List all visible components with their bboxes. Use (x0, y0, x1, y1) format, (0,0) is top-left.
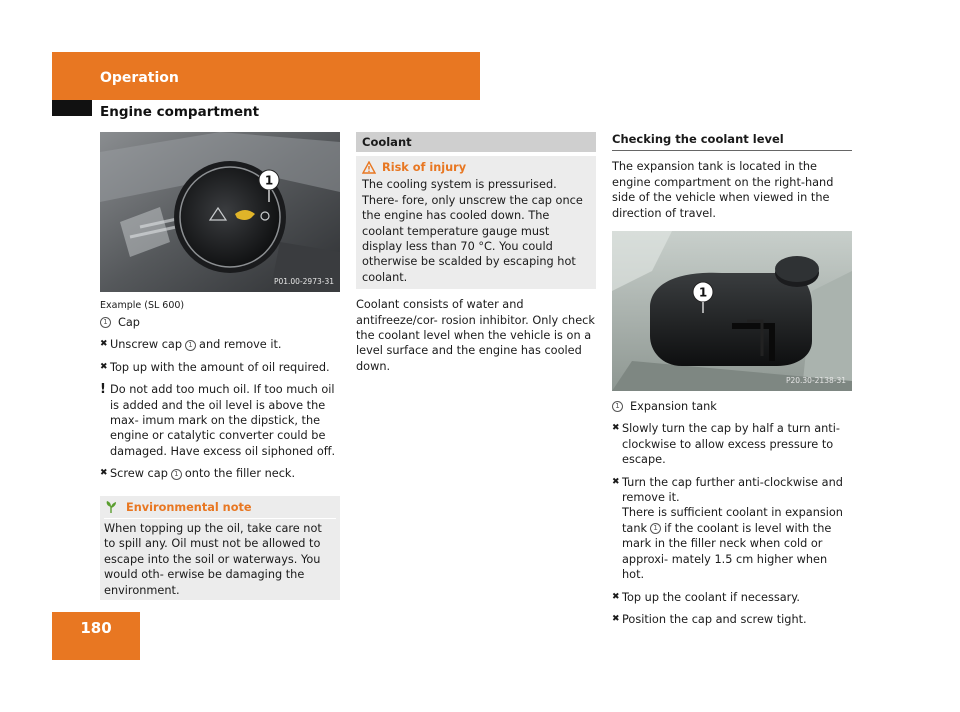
step-text: and remove it. (199, 338, 282, 352)
risk-title: Risk of injury (382, 161, 467, 174)
warning-triangle-icon (362, 161, 376, 174)
step-text: Top up with the amount of oil required. (110, 360, 330, 374)
step-text: onto the filler neck. (184, 467, 296, 481)
expansion-tank-photo (612, 231, 852, 391)
risk-of-injury-box (356, 156, 596, 289)
coolant-level-heading: Checking the coolant level (612, 132, 852, 151)
engine-illustration (100, 132, 340, 292)
instruction-step (612, 590, 852, 605)
arrow-icon: ✖ (612, 423, 620, 434)
legend-item (612, 399, 852, 414)
step-text: Position the cap and screw tight. (622, 612, 807, 626)
number-badge: 1 (100, 317, 111, 328)
coolant-paragraph: Coolant consists of water and antifreeze/cor- rosion inhibitor. Only check the coolant level when the vehicle is on a level surface and the engine has cooled down. (356, 298, 595, 373)
step-text: Unscrew cap (110, 338, 183, 352)
step-note: There is sufficient coolant in expansion tank (622, 506, 843, 535)
expansion-tank-illustration (612, 231, 852, 391)
number-badge: 1 (171, 469, 182, 480)
engine-photo (100, 132, 340, 292)
environmental-note-title: Environmental note (126, 500, 252, 514)
page-number: 180 (80, 619, 112, 637)
arrow-icon: ✖ (100, 361, 108, 372)
caution-text: Do not add too much oil. If too much oil is added and the oil level is above the max- imum mark on the dipstick, the engine or catalytic converter could be damaged. Have excess oil siphoned off. (110, 383, 336, 458)
svg-text:1: 1 (698, 285, 708, 300)
risk-heading (362, 160, 590, 175)
column-coolant-level (612, 132, 852, 627)
arrow-icon: ✖ (612, 476, 620, 487)
arrow-icon: ✖ (100, 339, 108, 350)
section-label: Operation (100, 70, 179, 86)
photo-caption: Example (SL 600) (100, 300, 185, 311)
environmental-note-box (100, 496, 340, 600)
instruction-step (612, 475, 852, 583)
svg-text:1: 1 (264, 173, 274, 188)
page-title: Engine compartment (100, 104, 260, 120)
column-coolant (356, 132, 596, 374)
legend-label: Expansion tank (630, 400, 717, 414)
step-text: Slowly turn the cap by half a turn anti- clockwise to allow excess pressure to escape. (622, 422, 840, 467)
exclamation-icon: ! (100, 382, 106, 398)
chapter-tab (52, 100, 92, 116)
photo-code: P01.00-2973-31 (273, 276, 334, 286)
arrow-icon: ✖ (612, 613, 620, 624)
instruction-step (100, 337, 340, 352)
number-badge: 1 (650, 523, 661, 534)
risk-text: The cooling system is pressurised. There- fore, only unscrew the cap once the engine has cooled down. The coolant temperature gauge must display less than 70 °C. You could otherwise be scalded by escaping hot coolant. (362, 178, 583, 284)
instruction-step (100, 360, 340, 375)
number-badge: 1 (612, 401, 623, 412)
environmental-note-text: When topping up the oil, take care not to spill any. Oil must not be allowed to escape into the soil or waterways. You would oth- erwise be damaging the environment. (104, 522, 322, 597)
step-text: Screw cap (110, 467, 168, 481)
caution-note (100, 382, 340, 459)
instruction-step (612, 612, 852, 627)
intro-paragraph: The expansion tank is located in the engine compartment on the right-hand side of the vehicle when viewed in the direction of travel. (612, 160, 834, 220)
photo-code: P20.30-2138-31 (785, 375, 846, 385)
coolant-heading: Coolant (356, 132, 596, 152)
step-note: if the coolant is level with the mark in the filler neck when cold or approxi- mately 1.5 cm higher when hot. (622, 521, 832, 582)
arrow-icon: ✖ (612, 591, 620, 602)
legend-label: Cap (118, 316, 140, 329)
step-text: Turn the cap further anti-clockwise and remove it. (622, 475, 843, 505)
number-badge: 1 (185, 340, 196, 351)
legend-item (100, 315, 340, 330)
leaf-icon (104, 500, 118, 514)
environmental-note-heading (104, 500, 336, 519)
step-text: Top up the coolant if necessary. (622, 590, 800, 604)
arrow-icon: ✖ (100, 468, 108, 479)
instruction-step (612, 421, 852, 467)
column-oil (100, 132, 340, 600)
instruction-step (100, 466, 340, 481)
